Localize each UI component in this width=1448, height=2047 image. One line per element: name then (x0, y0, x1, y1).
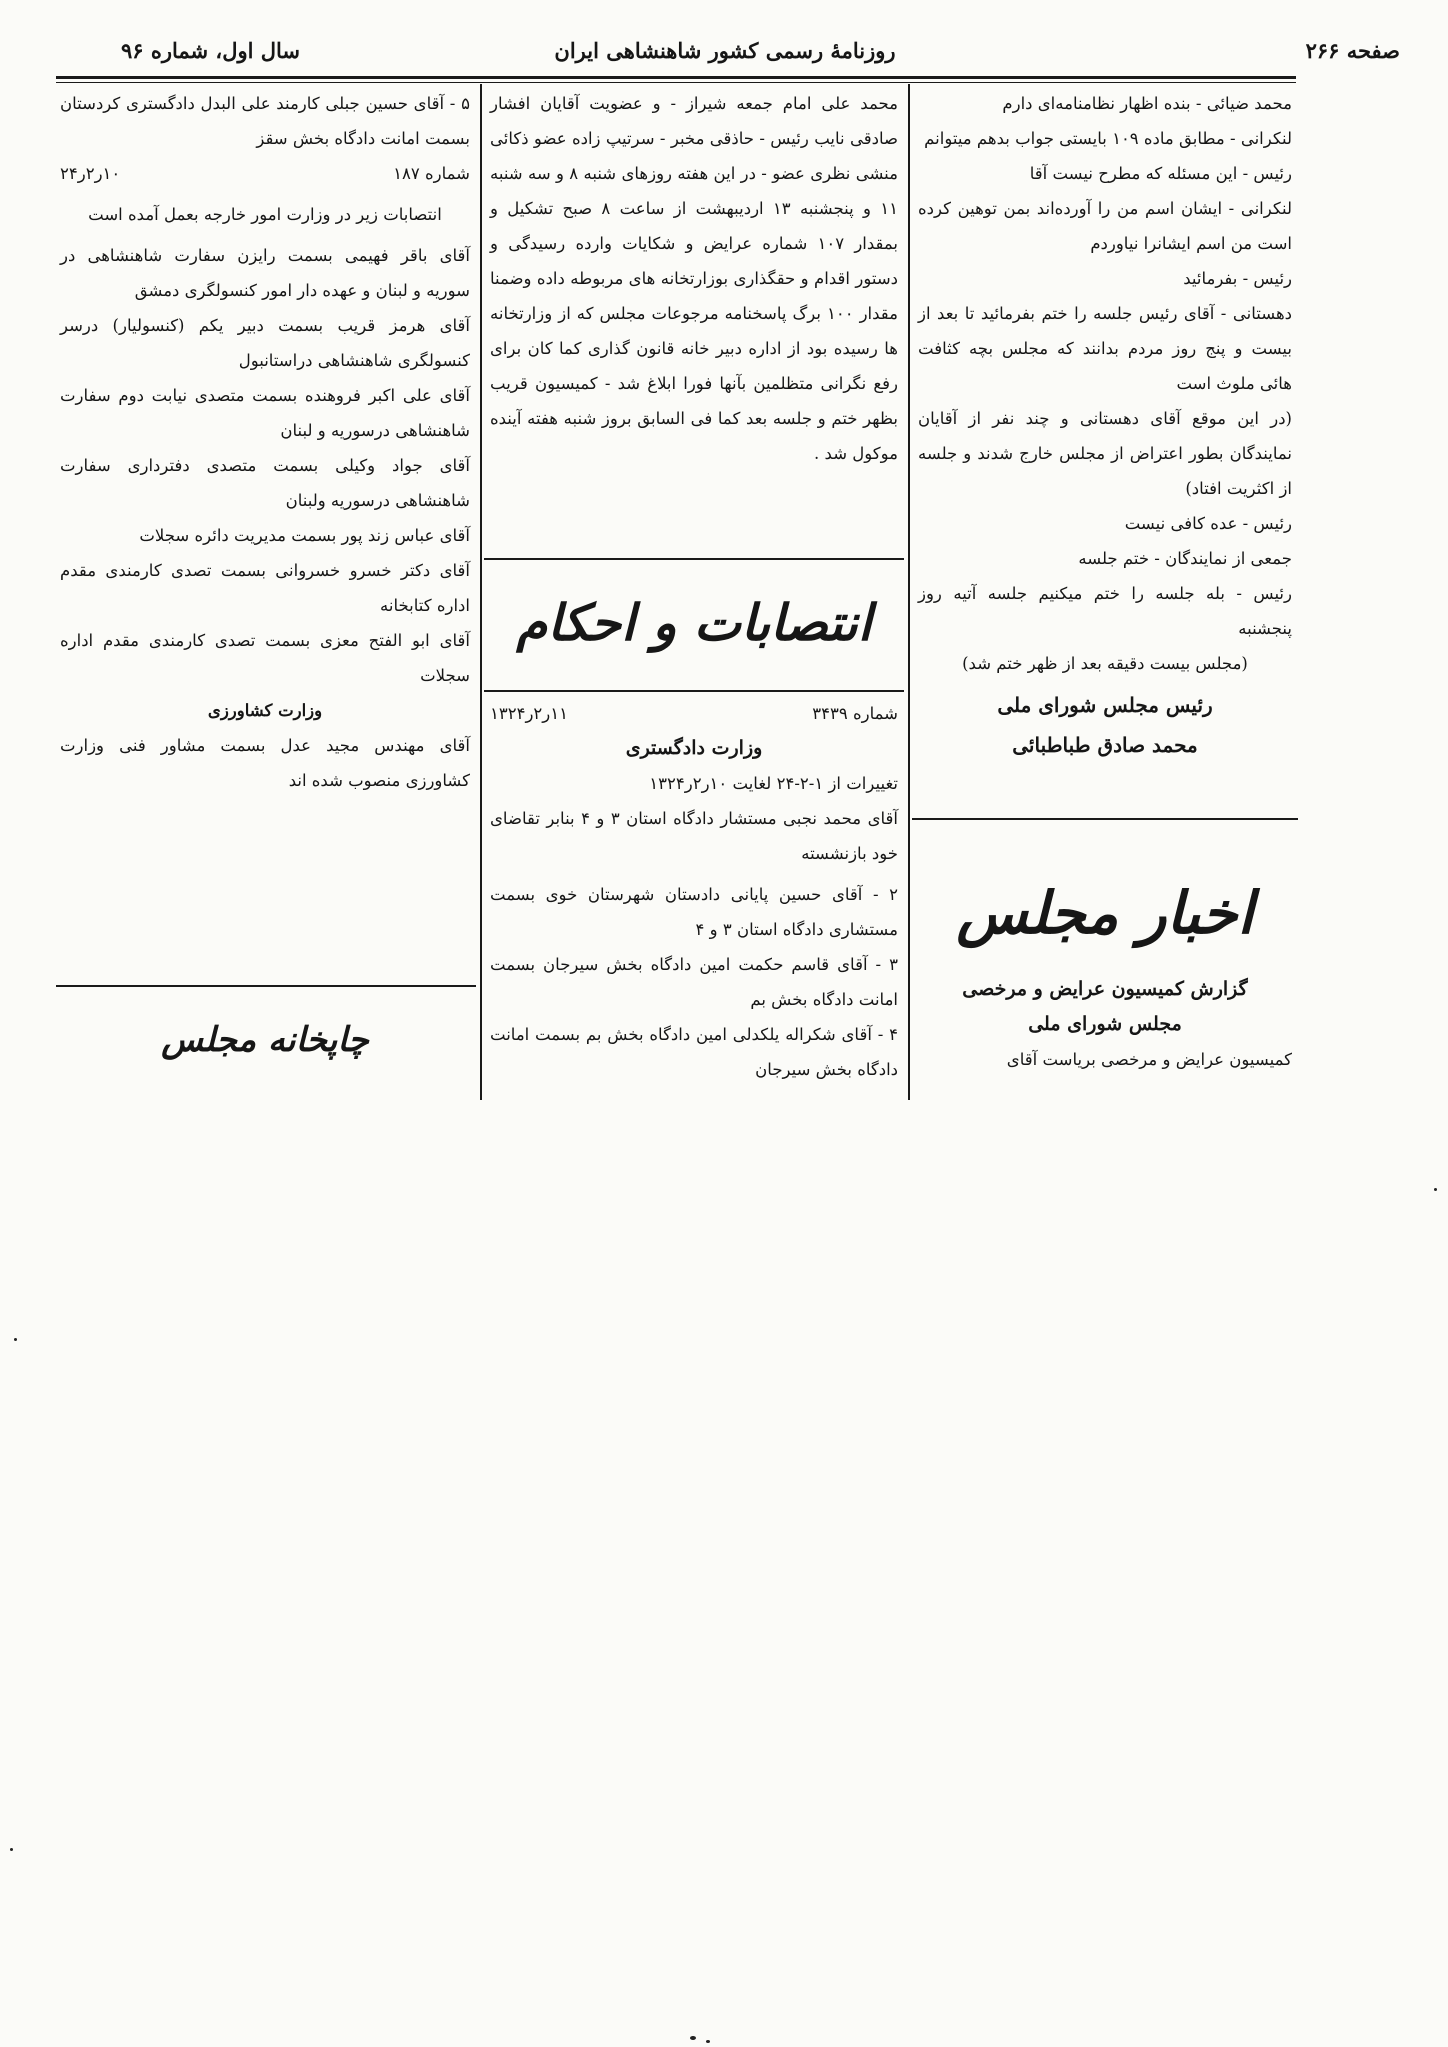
section-title-majlis-news: اخبار مجلس (956, 879, 1254, 947)
speech-paragraph: (در این موقع آقای دهستانی و چند نفر از آقایان نمایندگان بطور اعتراض از مجلس خارج شدند و جلسه از اکثریت افتاد) (918, 409, 1292, 498)
appointment-entry: آقای عباس زند پور بسمت مدیریت دائره سجلات (139, 526, 470, 545)
scan-speck (14, 1338, 17, 1341)
foreign-ministry-intro: انتصابات زیر در وزارت امور خارجه بعمل آمده است (88, 205, 442, 224)
appointment-item: ۳ - آقای قاسم حکمت امین دادگاه بخش سیرجان بسمت امانت دادگاه بخش بم (490, 955, 898, 1009)
decree-date: ۱۰ر۲ر۲۴ (60, 164, 121, 183)
speech-paragraph: لنکرانی - مطابق ماده ۱۰۹ بایستی جواب بدهم میتوانم (924, 129, 1292, 148)
report-block (918, 972, 1292, 1077)
report-title: گزارش کمیسیون عرایض و مرخصی (962, 978, 1248, 1000)
speech-paragraph: لنکرانی - ایشان اسم من را آورده‌اند بمن توهین کرده است من اسم ایشانرا نیاوردم (918, 199, 1292, 253)
speech-paragraph: دهستانی - آقای رئیس جلسه را ختم بفرمائید تا بعد از بیست و پنج روز مردم بدانند که مجلس بچه کثافت هائی ملوث است (918, 304, 1292, 393)
section-rule (56, 985, 476, 987)
newspaper-title: روزنامهٔ رسمی کشور شاهنشاهی ایران (554, 38, 896, 63)
ministry-heading: وزارت دادگستری (625, 737, 763, 759)
appointment-entry: آقای ابو الفتح معزی بسمت تصدی کارمندی مقدم اداره سجلات (60, 631, 470, 685)
report-text: کمیسیون عرایض و مرخصی بریاست آقای (1006, 1050, 1292, 1069)
speech-paragraph: محمد ضیائی - بنده اظهار نظامنامه‌ای دارم (1002, 94, 1292, 113)
appointments-block (490, 696, 898, 1087)
appointment-item: ۵ - آقای حسین جبلی کارمند علی البدل دادگستری کردستان بسمت امانت دادگاه بخش سقز (60, 94, 470, 148)
appointment-entry: آقای مهندس مجید عدل بسمت مشاور فنی وزارت کشاورزی منصوب شده اند (60, 736, 470, 790)
header-rule (56, 76, 1296, 79)
column-divider (480, 84, 482, 1100)
section-title-appointments: انتصابات و احکام (516, 593, 872, 652)
ministry-heading: وزارت کشاورزی (207, 701, 323, 720)
appointment-entry: آقای دکتر خسرو خسروانی بسمت تصدی کارمندی مقدم اداره کتابخانه (60, 561, 470, 615)
speech-paragraph: رئیس - بفرمائید (1183, 269, 1292, 288)
column-divider (908, 84, 910, 1100)
right-column (918, 86, 1292, 765)
commission-report: محمد علی امام جمعه شیراز - و عضویت آقایان افشار صادقی نایب رئیس - حاذقی مخبر - سرتیپ زاده عضو ذکائی منشی نظری عضو - در این هفته روزهای شنبه ۸ و سه شنبه ۱۱ و پنجشنبه ۱۳ اردیبهشت از ساعت ۸ صبح تشکیل و بمقدار ۱۰۷ شماره عرایض و شکایات وارده رسیدگی و دستور اقدام و حقگذاری بوزارتخانه های مربوطه داده وضمنا مقدار ۱۰۰ برگ پاسخنامه مرجوعات مجلس که از وزارتخانه ها رسیده بود از اداره دبیر خانه قانون گذاری کما کان برای رفع نگرانی متظلمین بآنها فورا ابلاغ شد - کمیسیون قریب بظهر ختم و جلسه بعد کما فی السابق بروز شنبه هفته آینده موکول شد . (490, 94, 899, 463)
decree-number: شماره ۳۴۳۹ (812, 704, 898, 723)
decree-number: شماره ۱۸۷ (393, 164, 470, 183)
decree-date: ۱۱ر۲ر۱۳۲۴ (490, 704, 568, 723)
changes-line: تغییرات از ۱-۲-۲۴ لغایت ۱۰ر۲ر۱۳۲۴ (649, 774, 898, 793)
page-number: صفحه ۲۶۶ (1305, 38, 1400, 63)
speech-paragraph: جمعی از نمایندگان - ختم جلسه (1078, 549, 1292, 568)
scan-speck (10, 1848, 13, 1851)
appointment-entry: آقای علی اکبر فروهنده بسمت متصدی نیابت دوم سفارت شاهنشاهی درسوریه و لبنان (60, 386, 470, 440)
middle-column (490, 86, 898, 471)
left-column (60, 86, 470, 798)
scan-speck (690, 2036, 696, 2040)
speech-paragraph: رئیس - این مسئله که مطرح نیست آقا (1029, 164, 1292, 183)
speech-paragraph: رئیس - بله جلسه را ختم میکنیم جلسه آتیه روز پنجشنبه (918, 584, 1292, 638)
report-title: مجلس شورای ملی (1028, 1013, 1182, 1035)
appointment-entry: آقای جواد وکیلی بسمت متصدی دفترداری سفارت شاهنشاهی درسوریه ولبنان (60, 456, 470, 510)
header-rule-thin (56, 82, 1296, 83)
press-imprint: چاپخانه مجلس (161, 1020, 369, 1060)
appointment-entry: آقای باقر فهیمی بسمت رایزن سفارت شاهنشاهی در سوریه و لبنان و عهده دار امور کنسولگری دمشق (60, 246, 470, 300)
section-rule (484, 690, 904, 692)
session-end-note: (مجلس بیست دقیقه بعد از ظهر ختم شد) (962, 654, 1248, 673)
appointment-item: آقای محمد نجبی مستشار دادگاه استان ۳ و ۴ بنابر تقاضای خود بازنشسته (490, 809, 898, 863)
appointment-item: ۲ - آقای حسین پایانی دادستان شهرستان خوی بسمت مستشاری دادگاه استان ۳ و ۴ (490, 885, 898, 939)
section-rule (484, 558, 904, 560)
signature-name: محمد صادق طباطبائی (1012, 733, 1198, 757)
appointment-item: ۴ - آقای شکراله یلکدلی امین دادگاه بخش بم بسمت امانت دادگاه بخش سیرجان (490, 1025, 898, 1079)
speech-paragraph: رئیس - عده کافی نیست (1124, 514, 1292, 533)
issue-number: سال اول، شماره ۹۶ (120, 38, 300, 63)
section-rule (912, 818, 1298, 820)
scan-speck (706, 2040, 710, 2043)
signature-title: رئیس مجلس شورای ملی (997, 693, 1213, 717)
appointment-entry: آقای هرمز قریب بسمت دبیر یکم (کنسولیار) درسر کنسولگری شاهنشاهی دراستانبول (60, 316, 470, 370)
scan-speck (1434, 1188, 1437, 1191)
